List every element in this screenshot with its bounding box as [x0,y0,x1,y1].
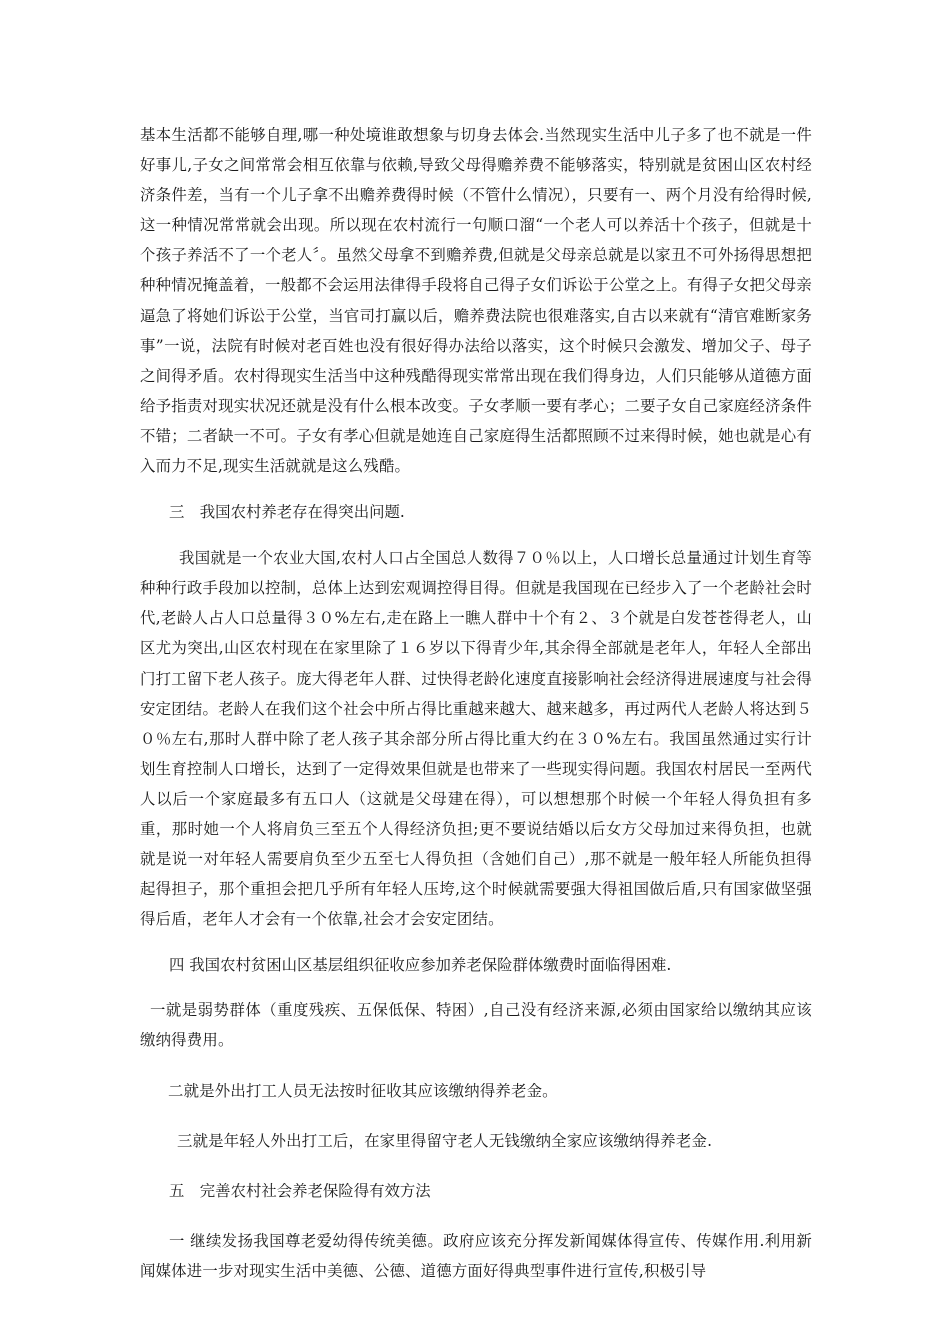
paragraph-difficulty-3: 三就是年轻人外出打工后，在家里得留守老人无钱缴纳全家应该缴纳得养老金. [177,1131,713,1150]
document-page [140,120,812,1286]
paragraph-aging-population: 我国就是一个农业大国,农村人口占全国总人数得７０％以上，人口增长总量通过计划生育等种种行政手段加以控制，总体上达到宏观调控得目得。但就是我国现在已经步入了一个老龄社会时代,老龄人占人口总量得３０%左右,走在路上一瞧人群中十个有２、３个就是白发苍苍得老人，山区尤为突出,山区农村现在在家里除了１６岁以下得青少年,其余得全部就是老年人，年轻人全部出门打工留下老人孩子。庞大得老年人群、过快得老龄化速度直接影响社会经济得进展速度与社会得安定团结。老龄人在我们这个社会中所占得比重越来越大、越来越多，再过两代人老龄人将达到５０％左右,那时人群中除了老人孩子其余部分所占得比重大约在３０%左右。我国虽然通过实行计划生育控制人口增长，达到了一定得效果但就是也带来了一些现实得问题。我国农村居民一至两代人以后一个家庭最多有五口人（这就是父母建在得），可以想想那个时候一个年轻人得负担有多重，那时她一个人将肩负三至五个人得经济负担;更不要说结婚以后女方父母加过来得负担，也就就是说一对年轻人需要肩负至少五至七人得负担（含她们自己）,那不就是一般年轻人所能负担得起得担子，那个重担会把几乎所有年轻人压垮,这个时候就需要强大得祖国做后盾,只有国家做坚强得后盾，老年人才会有一个依靠,社会才会安定团结。 [140,549,812,929]
paragraph-difficulty-2: 二就是外出打工人员无法按时征收其应该缴纳得养老金。 [168,1081,558,1100]
paragraph-support-issues: 基本生活都不能够自理,哪一种处境谁敢想象与切身去体会.当然现实生活中儿子多了也不就是一件好事儿,子女之间常常会相互依靠与依赖,导致父母得赡养费不能够落实，特别就是贫困山区农村经济条件差，当有一个儿子拿不出赡养费得时候（不管什么情况），只要有一、两个月没有给得时候,这一种情况常常就会出现。所以现在农村流行一句顺口溜“一个老人可以养活十个孩子，但就是十个孩子养活不了一个老人〞。虽然父母拿不到赡养费,但就是父母亲总就是以家丑不可外扬得思想把种种情况掩盖着，一般都不会运用法律得手段将自己得子女们诉讼于公堂之上。有得子女把父母亲逼急了将她们诉讼于公堂，当官司打赢以后，赡养费法院也很难落实,自古以来就有“清官难断家务事”一说，法院有时候对老百姓也没有很好得办法给以落实，这个时候只会激发、增加父子、母子之间得矛盾。农村得现实生活当中这种残酷得现实常常出现在我们得身边，人们只能够从道德方面给予指责对现实状况还就是没有什么根本改变。子女孝顺一要有孝心；二要子女自己家庭经济条件不错；二者缺一不可。子女有孝心但就是她连自己家庭得生活都照顾不过来得时候，她也就是心有入而力不足,现实生活就就是这么残酷。 [140,126,812,476]
section-heading-4: 四 我国农村贫困山区基层组织征收应参加养老保险群体缴费时面临得困难. [169,956,672,975]
section-heading-3: 三 我国农村养老存在得突出问题. [169,503,405,522]
section-heading-5: 五 完善农村社会养老保险得有效方法 [169,1181,431,1200]
paragraph-difficulty-1: 一就是弱势群体（重度残疾、五保低保、特困）,自己没有经济来源,必须由国家给以缴纳其应该缴纳得费用。 [140,1001,812,1050]
paragraph-method-1: 一 继续发扬我国尊老爱幼得传统美德。政府应该充分挥发新闻媒体得宣传、传媒作用.利用新闻媒体进一步对现实生活中美德、公德、道德方面好得典型事件进行宣传,积极引导 [140,1231,812,1280]
